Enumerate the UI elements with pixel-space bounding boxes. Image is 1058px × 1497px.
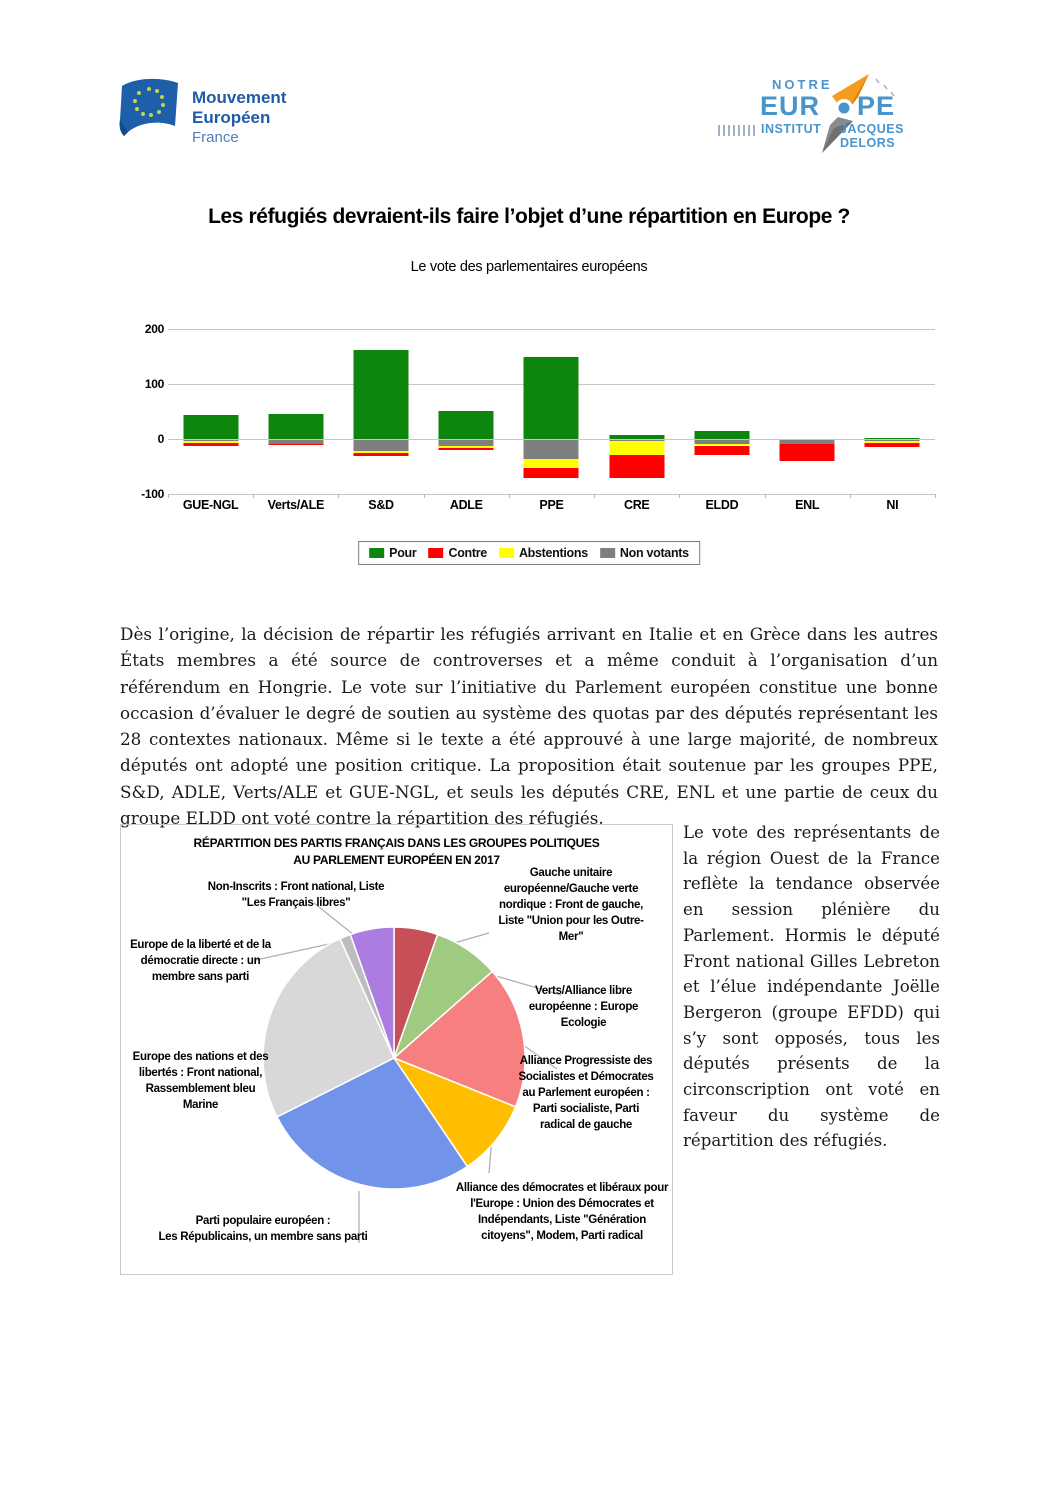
pie-label-line: Non-Inscrits : Front national, Liste [207, 881, 385, 893]
bar-group-PPE [509, 316, 594, 516]
body-paragraph: Dès l’origine, la décision de répartir les réfugiés arrivant en Italie et en Grèce dans les autres États membres a été source de controverses et a même conduit à l’organisation d’un référendum en Hongrie. Le vote sur l’initiative du Parlement européen constitue une bonne occasion d’évaluer le degré de soutien au système des quotas par des députés représentant les 28 contextes nationaux. Même si le texte a été approuvé à une large majorité, de nombreux députés ont adopté une position critique. La proposition était soutenue par les groupes PPE, S&D, ADLE, Verts/ALE et GUE-NGL, et seuls les députés CRE, ENL et une partie de ceux du groupe ELDD ont voté contre la répartition des réfugiés. [120, 624, 938, 829]
side-paragraph: Le vote des représentants de la région Ouest de la France reflète la tendance observée en session plénière du Parlement. Hormis le député Front national Gilles Lebreton et l’élue indépendante Joëlle Bergeron (groupe EFDD) qui s’y sont opposés, tous les députés présents de la circonscription ont voté en faveur du système de répartition des réfugiés. [683, 823, 940, 1151]
legend-swatch [369, 548, 384, 558]
pie-label-line: l'Europe : Union des Démocrates et [470, 1198, 654, 1210]
bar-segment-contre [694, 446, 749, 456]
pie-label-verts [511, 983, 656, 1031]
pie-label-line: Mer" [558, 931, 584, 943]
legend-label: Pour [389, 546, 417, 560]
bar-segment-pour [268, 414, 323, 439]
bar-group-ADLE [424, 316, 509, 516]
legend-item [428, 546, 486, 560]
eu-flag-icon [118, 76, 182, 148]
x-axis-category-label: PPE [539, 498, 564, 512]
pie-label-line: "Les Français libres" [241, 897, 351, 909]
logo-text-europeen: Européen [192, 108, 271, 127]
bar-segment-pour [694, 431, 749, 439]
logo-text-eur: EUR [760, 91, 821, 121]
bar-segment-contre [865, 443, 920, 446]
bar-segment-contre [268, 444, 323, 445]
y-axis-tick-label: 200 [144, 322, 164, 336]
logo-text-jacques-delors: JACQUES DELORS [840, 122, 904, 150]
notre-europe-logo [714, 73, 944, 165]
bar-group-GUE-NGL [168, 316, 253, 516]
logo-text-france: France [192, 129, 239, 146]
bar-chart [140, 316, 935, 521]
logo-text-mouvement: Mouvement [192, 88, 287, 107]
legend-label: Non votants [619, 546, 689, 560]
pie-label-line: au Parlement européen : [522, 1087, 650, 1099]
pie-label-line: Europe des nations et des [132, 1051, 269, 1063]
pie-label-line: européenne/Gauche verte [503, 883, 639, 895]
x-axis-category-label: ELDD [705, 498, 739, 512]
pie-label-line: européenne : Europe [528, 1001, 639, 1013]
x-axis-tick [935, 494, 936, 498]
bar-segment-contre [609, 455, 664, 479]
bar-segment-non-votants [524, 440, 579, 459]
page-subtitle: Le vote des parlementaires européens [410, 259, 648, 275]
pie-label-enl [128, 1049, 273, 1113]
legend-item [369, 546, 416, 560]
pie-label-line: Verts/Alliance libre [535, 985, 632, 997]
pie-label-line: Ecologie [560, 1017, 607, 1029]
bar-segment-pour [183, 415, 238, 439]
bar-segment-pour [609, 435, 664, 439]
x-axis-category-label: ADLE [449, 498, 483, 512]
legend-label: Contre [448, 546, 487, 560]
x-axis-category-label: S&D [368, 498, 394, 512]
bar-group-Verts/ALE [253, 316, 338, 516]
pie-label-line: Parti socialiste, Parti [532, 1103, 640, 1115]
bar-group-NI [850, 316, 935, 516]
pie-label-line: Parti populaire européen : [195, 1215, 331, 1227]
pie-label-line: Europe de la liberté et de la [130, 939, 271, 951]
bar-segment-contre [780, 444, 835, 462]
bar-plot [168, 316, 935, 521]
x-axis-category-label: CRE [623, 498, 650, 512]
pie-title-line: AU PARLEMENT EUROPÉEN EN 2017 [293, 853, 500, 867]
x-axis-category-label: Verts/ALE [267, 498, 324, 512]
pie-title-line: RÉPARTITION DES PARTIS FRANÇAIS DANS LES GROUPES POLITIQUES [193, 836, 600, 850]
bar-segment-pour [439, 411, 494, 439]
pie-label-line: Les Républicains, un membre sans parti [158, 1231, 368, 1243]
pie-label-line: libertés : Front national, [138, 1067, 263, 1079]
bar-group-S&D [338, 316, 423, 516]
bar-segment-contre [354, 453, 409, 456]
legend-swatch [600, 548, 615, 558]
logo-bars-decoration [718, 125, 756, 136]
pie-label-gue [491, 865, 651, 945]
pie-chart-box [120, 824, 673, 1275]
logo-text-notre: NOTRE [772, 77, 833, 92]
legend-swatch [428, 548, 443, 558]
pie-label-eldd [128, 937, 273, 985]
mouvement-europeen-logo [118, 72, 338, 162]
x-axis-category-label: GUE-NGL [182, 498, 239, 512]
bar-segment-non-votants [354, 440, 409, 451]
legend-label: Abstentions [518, 546, 588, 560]
pie-label-line: membre sans parti [151, 971, 250, 983]
bar-group-ELDD [679, 316, 764, 516]
pie-label-sd [506, 1053, 666, 1133]
x-axis-category-label: ENL [795, 498, 820, 512]
bar-segment-contre [183, 443, 238, 446]
logo-text-pe: PE [857, 91, 896, 121]
legend-item [600, 546, 689, 560]
logo-text-institut: INSTITUT [761, 122, 822, 136]
pie-label-line: Liste "Union pour les Outre- [498, 915, 644, 927]
pie-label-line: Indépendants, Liste "Génération [477, 1214, 647, 1226]
y-axis-tick-label: -100 [141, 487, 164, 501]
pie-label-line: radical de gauche [539, 1119, 633, 1131]
bar-group-ENL [765, 316, 850, 516]
pie-label-adle [451, 1180, 673, 1244]
bar-segment-pour [354, 350, 409, 439]
y-axis-tick-label: 100 [144, 377, 164, 391]
bar-segment-contre [439, 448, 494, 450]
legend-item [499, 546, 588, 560]
bar-segment-pour [865, 438, 920, 439]
pie-label-line: Alliance des démocrates et libéraux pour [455, 1182, 669, 1194]
pie-label-line: démocratie directe : un [140, 955, 261, 967]
pie-label-line: Rassemblement bleu [145, 1083, 256, 1095]
pie-label-line: Gauche unitaire [529, 867, 613, 879]
legend-swatch [499, 548, 514, 558]
chart-legend [358, 541, 700, 565]
pie-label-ni [176, 879, 416, 911]
pie-label-line: citoyens", Modem, Parti radical [481, 1230, 643, 1242]
pie-label-line: Alliance Progressiste des [519, 1055, 653, 1067]
pie-label-line: Socialistes et Démocrates [518, 1071, 654, 1083]
page-title: Les réfugiés devraient-ils faire l’objet d’une répartition en Europe ? [208, 205, 850, 228]
bar-group-CRE [594, 316, 679, 516]
x-axis-category-label: NI [886, 498, 899, 512]
y-axis-tick-label: 0 [157, 432, 164, 446]
bar-segment-contre [524, 468, 579, 478]
pie-label-ppe [153, 1213, 373, 1245]
bar-segment-abstentions [524, 459, 579, 468]
pie-label-line: nordique : Front de gauche, [499, 899, 643, 911]
bar-segment-pour [524, 357, 579, 440]
bar-segment-abstentions [609, 441, 664, 455]
pie-label-line: Marine [182, 1099, 219, 1111]
